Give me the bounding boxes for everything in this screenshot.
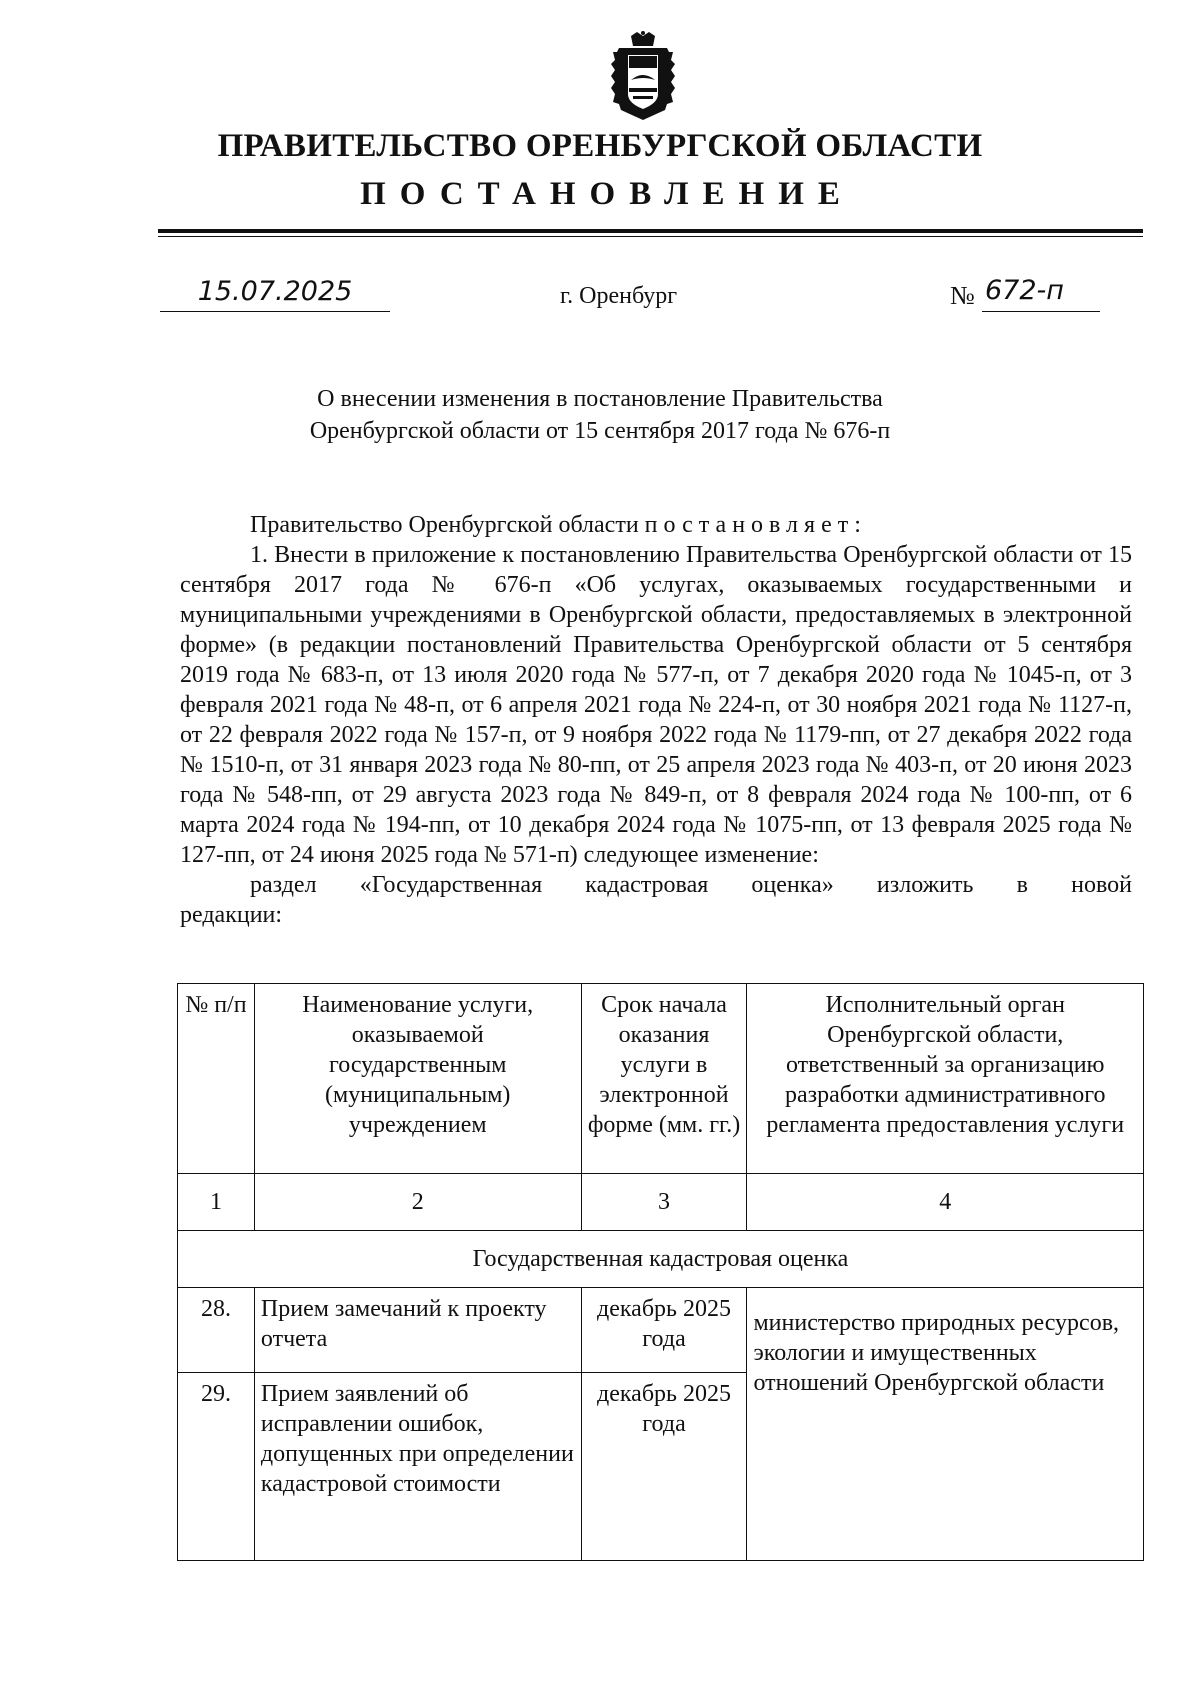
column-number-cell: 1	[178, 1174, 255, 1231]
header-cell-organ: Исполнительный орган Оренбургской области, ответственный за организацию разработки административного регламента предоставления услуги	[747, 984, 1144, 1174]
header-rule-thin	[158, 236, 1143, 237]
document-title	[0, 383, 1200, 447]
header-cell-service: Наименование услуги, оказываемой государственным (муниципальным) учреждением	[254, 984, 581, 1174]
table-column-numbers-row	[178, 1174, 1144, 1231]
table-header-row	[178, 984, 1144, 1174]
section-title-cell: Государственная кадастровая оценка	[178, 1231, 1144, 1288]
header-cell-term: Срок начала оказания услуги в электронной форме (мм. гг.)	[581, 984, 747, 1174]
column-number-cell: 2	[254, 1174, 581, 1231]
item-1-paragraph: 1. Внести в приложение к постановлению Правительства Оренбургской области от 15 сентября 2017 года № 676-п «Об услугах, оказываемых государственными и муниципальными учреждениями в Оренбургской области, предоставляемых в электронной форме» (в редакции постановлений Правительства Оренбургской области от 5 сентября 2019 года № 683-п, от 13 июля 2020 года № 577-п, от 7 декабря 2020 года № 1045-п, от 3 февраля 2021 года № 48-п, от 6 апреля 2021 года № 224-п, от 30 ноября 2021 года № 1127-п, от 22 февраля 2022 года № 157-п, от 9 ноября 2022 года № 1179-пп, от 27 декабря 2022 года № 1510-п, от 31 января 2023 года № 80-пп, от 25 апреля 2023 года № 403-п, от 20 июня 2023 года № 548-пп, от 29 августа 2023 года № 849-п, от 8 февраля 2024 года № 100-пп, от 6 марта 2024 года № 194-пп, от 10 декабря 2024 года № 1075-пп, от 13 февраля 2025 года № 127-пп, от 24 июня 2025 года № 571-п) следующее изменение:	[180, 542, 1132, 868]
number-sign: №	[950, 281, 975, 310]
date-underline	[160, 311, 390, 312]
intro-paragraph	[180, 510, 1132, 540]
column-number-cell: 3	[581, 1174, 747, 1231]
column-number-cell: 4	[747, 1174, 1144, 1231]
row-service-cell: Прием замечаний к проекту отчета	[254, 1288, 581, 1373]
intro-prefix: Правительство Оренбургской области	[250, 512, 639, 538]
title-line-2: Оренбургской области от 15 сентября 2017 года № 676-п	[309, 418, 891, 444]
row-number-cell: 29.	[178, 1373, 255, 1561]
document-date: 15.07.2025	[197, 276, 353, 307]
coat-of-arms-emblem	[607, 30, 679, 122]
intro-verb: постановляет:	[644, 512, 867, 538]
row-term-cell: декабрь 2025 года	[581, 1373, 747, 1561]
number-underline	[982, 311, 1100, 312]
services-table	[177, 983, 1144, 1561]
title-line-1: О внесении изменения в постановление Правительства	[317, 386, 883, 412]
table-section-row	[178, 1231, 1144, 1288]
document-number: 672-п	[985, 275, 1064, 306]
responsible-organ-cell: министерство природных ресурсов, экологии и имущественных отношений Оренбургской области	[747, 1288, 1144, 1561]
document-city: г. Оренбург	[560, 283, 678, 309]
document-body	[180, 510, 1132, 930]
document-type: ПОСТАНОВЛЕНИЕ	[360, 176, 854, 212]
section-instruction-line-2: редакции:	[180, 902, 283, 928]
header-cell-number: № п/п	[178, 984, 255, 1174]
header-rule-thick	[158, 229, 1143, 233]
table-row	[178, 1288, 1144, 1373]
section-instruction-line-1: раздел «Государственная кадастровая оценка» изложить в новой	[250, 872, 1132, 898]
row-service-cell: Прием заявлений об исправлении ошибок, допущенных при определении кадастровой стоимости	[254, 1373, 581, 1561]
organization-name: ПРАВИТЕЛЬСТВО ОРЕНБУРГСКОЙ ОБЛАСТИ	[217, 128, 983, 164]
row-number-cell: 28.	[178, 1288, 255, 1373]
row-term-cell: декабрь 2025 года	[581, 1288, 747, 1373]
